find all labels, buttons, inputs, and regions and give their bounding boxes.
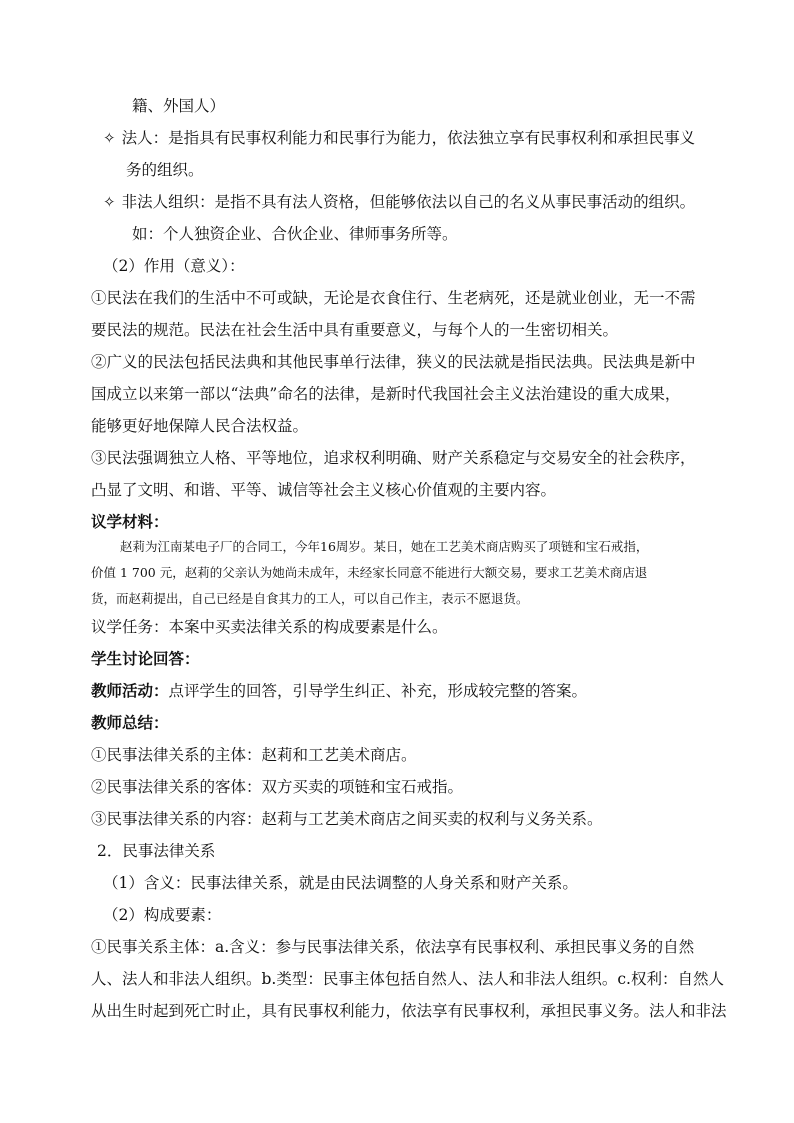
teacher-activity-line — [91, 681, 587, 701]
material-text-line: 货，而赵莉提出，自己已经是自食其力的工人，可以自己作主，表示不愿退货。 — [91, 591, 529, 606]
bullet-item-unincorporated-org — [103, 192, 695, 212]
text-line: 能够更好地保障人民合法权益。 — [91, 417, 309, 435]
material-text-line: 赵莉为江南某电子厂的合同工，今年16周岁。某日，她在工艺美术商店购买了项链和宝石戒指， — [120, 539, 649, 554]
section-heading: （2）作用（意义）： — [103, 257, 245, 275]
text-line: 要民法的规范。民法在社会生活中具有重要意义，与每个人的一生密切相关。 — [91, 321, 619, 339]
text-line: 务的组织。 — [126, 161, 204, 179]
text-line: ③民事法律关系的内容：赵莉与工艺美术商店之间买卖的权利与义务关系。 — [91, 810, 603, 828]
text-line: 人、法人和非法人组织。b.类型：民事主体包括自然人、法人和非法人组织。c.权利：自然人 — [91, 970, 724, 988]
material-text-line: 价值 1 700 元，赵莉的父亲认为她尚未成年，未经家长同意不能进行大额交易，要求工艺美术商店退 — [91, 565, 648, 580]
text-line: ②民事法律关系的客体：双方买卖的项链和宝石戒指。 — [91, 778, 464, 796]
text-line: 凸显了文明、和谐、平等、诚信等社会主义核心价值观的主要内容。 — [91, 481, 557, 499]
text-line: 国成立以来第一部以“法典”命名的法律，是新时代我国社会主义法治建设的重大成果， — [91, 385, 681, 403]
discussion-heading: 学生讨论回答： — [91, 649, 200, 668]
diamond-bullet-icon: ✧ — [103, 193, 116, 211]
teacher-activity-label: 教师活动： — [91, 681, 169, 700]
teacher-activity-text: 点评学生的回答，引导学生纠正、补充，形成较完整的答案。 — [168, 682, 588, 700]
text-line: 非法人组织：是指不具有法人资格，但能够依法以自己的名义从事民事活动的组织。 — [121, 193, 696, 211]
task-line: 议学任务：本案中买卖法律关系的构成要素是什么。 — [91, 618, 448, 636]
diamond-bullet-icon: ✧ — [103, 129, 116, 147]
text-line: ①民事关系主体：a.含义：参与民事法律关系，依法享有民事权利、承担民事义务的自然 — [91, 938, 695, 956]
bullet-item-legal-person — [103, 128, 695, 148]
teacher-summary-heading: 教师总结： — [91, 713, 169, 732]
text-line: 法人：是指具有民事权利能力和民事行为能力，依法独立享有民事权利和承担民事义 — [121, 129, 696, 147]
material-heading: 议学材料： — [91, 512, 169, 531]
text-line: 从出生时起到死亡时止，具有民事权利能力，依法享有民事权利，承担民事义务。法人和非法 — [91, 1002, 727, 1020]
text-line: ②广义的民法包括民法典和其他民事单行法律，狭义的民法就是指民法典。民法典是新中 — [91, 353, 696, 371]
text-line: ③民法强调独立人格、平等地位，追求权利明确、财产关系稳定与交易安全的社会秩序， — [91, 449, 696, 467]
text-line: （2）构成要素： — [103, 906, 222, 924]
text-line: 如：个人独资企业、合伙企业、律师事务所等。 — [132, 225, 458, 243]
text-line: （1）含义：民事法律关系，就是由民法调整的人身关系和财产关系。 — [103, 874, 578, 892]
section-heading: 2．民事法律关系 — [97, 842, 216, 860]
text-line: 籍、外国人） — [132, 97, 226, 115]
text-line: ①民法在我们的生活中不可或缺，无论是衣食住行、生老病死，还是就业创业，无一不需 — [91, 289, 696, 307]
text-line: ①民事法律关系的主体：赵莉和工艺美术商店。 — [91, 746, 417, 764]
